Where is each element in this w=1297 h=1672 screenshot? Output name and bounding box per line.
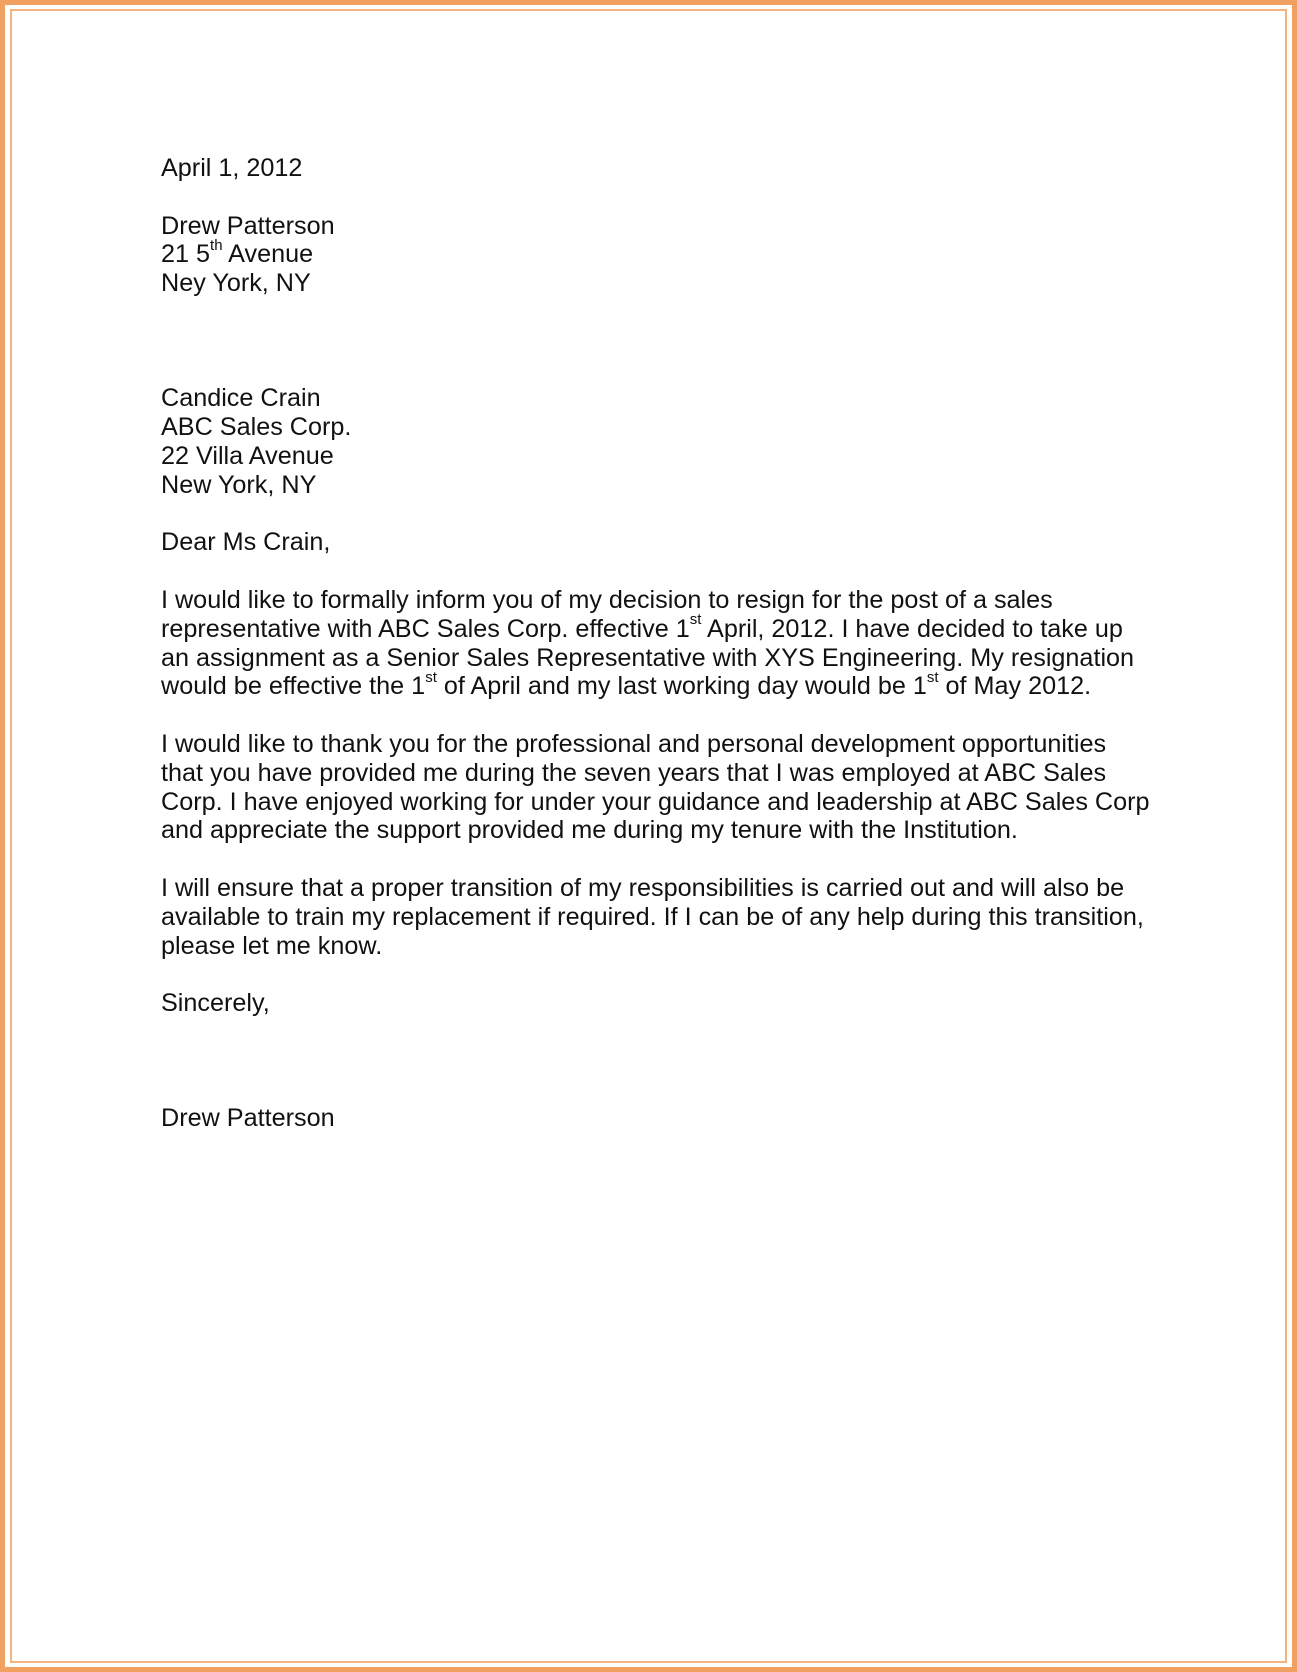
sender-street-number: 21 5 <box>161 240 211 269</box>
paragraph-line <box>161 668 1151 701</box>
recipient-company: ABC Sales Corp. <box>161 413 352 442</box>
letter-date: April 1, 2012 <box>161 154 303 182</box>
paragraph-line: I will ensure that a proper transition of my responsibilities is carried out and will also be <box>161 873 1125 902</box>
recipient-name: Candice Crain <box>161 384 321 413</box>
paragraph-line: I would like to formally inform you of my decision to resign for the post of a sales <box>161 585 1053 614</box>
ordinal-suffix: st <box>689 611 702 629</box>
recipient-street: 22 Villa Avenue <box>161 441 334 470</box>
text-run: of May 2012. <box>938 672 1092 701</box>
paragraph-line <box>161 611 1151 644</box>
closing: Sincerely, <box>161 989 270 1018</box>
paragraph-transition <box>161 874 1151 960</box>
paragraph-line: available to train my replacement if required. If I can be of any help during this transition, <box>161 902 1144 931</box>
ordinal-suffix: st <box>425 668 437 686</box>
sender-city: Ney York, NY <box>161 269 311 298</box>
sender-name: Drew Patterson <box>161 211 335 240</box>
paragraph-line: that you have provided me during the seven years that I was employed at ABC Sales <box>161 758 1107 787</box>
text-run: April, 2012. I have decided to take up <box>701 614 1123 643</box>
ordinal-suffix: st <box>926 668 939 686</box>
letter-body <box>161 154 1151 1133</box>
paragraph-thanks <box>161 730 1151 845</box>
sender-street-name: Avenue <box>222 240 314 269</box>
recipient-city: New York, NY <box>161 470 317 499</box>
sender-street-ordinal: th <box>210 237 223 254</box>
text-run: would be effective the 1 <box>161 672 426 701</box>
text-run: representative with ABC Sales Corp. effective 1 <box>161 614 690 643</box>
recipient-address <box>161 384 1151 499</box>
paragraph-line: and appreciate the support provided me during my tenure with the Institution. <box>161 816 1018 845</box>
paragraph-line: Corp. I have enjoyed working for under your guidance and leadership at ABC Sales Corp <box>161 787 1150 816</box>
paragraph-resignation <box>161 586 1151 701</box>
paragraph-line: I would like to thank you for the professional and personal development opportunities <box>161 729 1107 758</box>
sender-street <box>161 237 1151 269</box>
salutation: Dear Ms Crain, <box>161 528 331 557</box>
text-run: of April and my last working day would be 1 <box>436 672 927 701</box>
sender-address <box>161 212 1151 298</box>
paragraph-line: an assignment as a Senior Sales Representative with XYS Engineering. My resignation <box>161 643 1135 672</box>
signature-name: Drew Patterson <box>161 1104 335 1133</box>
paragraph-line: please let me know. <box>161 931 383 960</box>
